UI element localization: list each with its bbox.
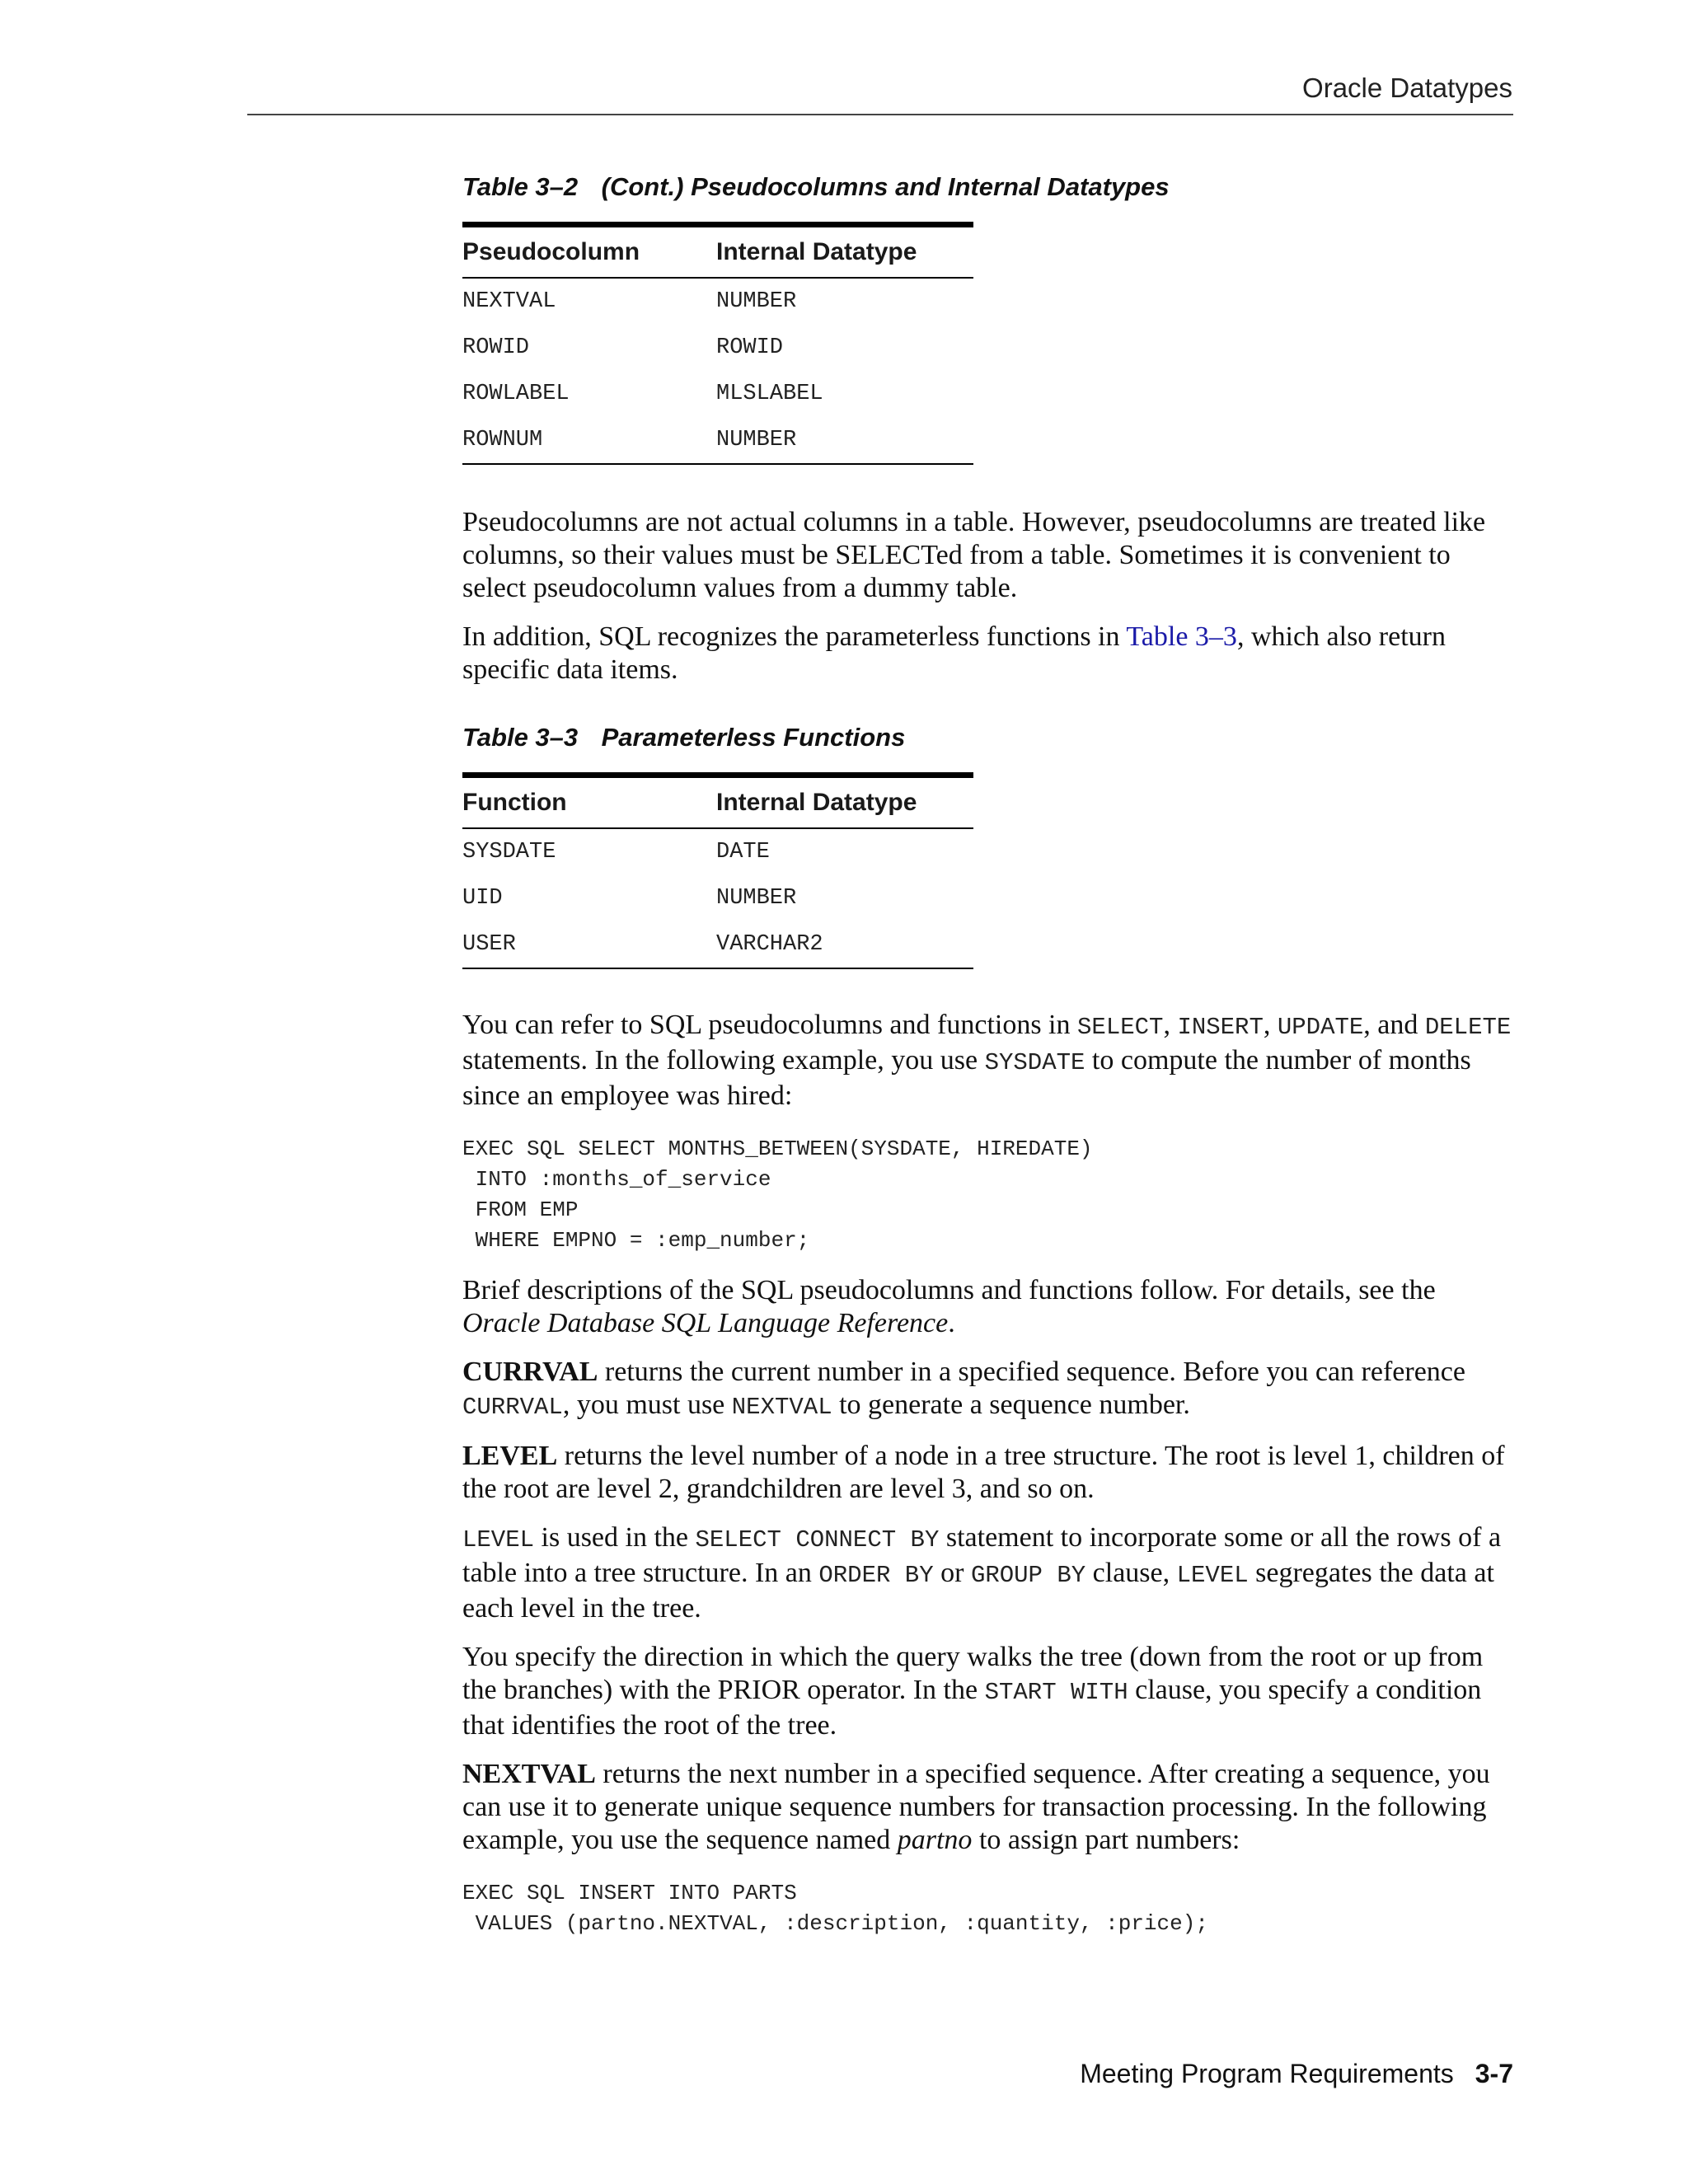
code-order-by: ORDER BY	[818, 1562, 934, 1589]
paragraph-pseudocolumns-intro: Pseudocolumns are not actual columns in a table. However, pseudocolumns are treated like columns, so their values must be SELECTed from a table. Sometimes it is convenient to select pseudocolumn values from a dummy table.	[462, 507, 1486, 603]
table-cell: SYSDATE	[462, 840, 556, 865]
table-cell: ROWNUM	[462, 417, 716, 464]
table-3-3-caption-number: Table 3–3	[462, 723, 579, 752]
table-3-3-caption-title: Parameterless Functions	[601, 723, 906, 752]
code-level: LEVEL	[462, 1526, 535, 1554]
table-cell: ROWID	[462, 335, 530, 360]
running-header: Oracle Datatypes	[1302, 73, 1512, 103]
text: , which also return specific data items.	[462, 621, 1446, 685]
paragraph-currval	[462, 1356, 1517, 1424]
code-select-connect-by: SELECT CONNECT BY	[695, 1526, 940, 1554]
table-row	[462, 921, 973, 968]
code-select: SELECT	[1077, 1014, 1164, 1041]
table-cell: NEXTVAL	[462, 289, 556, 314]
column-header-internal-datatype: Internal Datatype	[716, 225, 973, 279]
column-header-internal-datatype: Internal Datatype	[716, 776, 973, 829]
table-cell: ROWLABEL	[462, 382, 570, 406]
column-header-function: Function	[462, 776, 716, 829]
table-row	[462, 278, 973, 325]
text: returns the level number of a node in a tree structure. The root is level 1, children of the root are level 2, grandchildren are level 3, and so on.	[462, 1441, 1505, 1504]
text: clause,	[1085, 1558, 1177, 1588]
text: or	[933, 1558, 971, 1588]
table-row	[462, 371, 973, 417]
text: statements. In the following example, you use	[462, 1045, 985, 1076]
text: , and	[1363, 1010, 1425, 1040]
text: is used in the	[534, 1522, 696, 1553]
column-header-pseudocolumn: Pseudocolumn	[462, 225, 716, 279]
parameterless-functions-table	[462, 772, 973, 969]
paragraph-level	[462, 1440, 1517, 1506]
table-row	[462, 875, 973, 921]
code-update: UPDATE	[1277, 1014, 1364, 1041]
text: In addition, SQL recognizes the parameterless functions in	[462, 621, 1127, 652]
table-header-row	[462, 776, 973, 829]
code-group-by: GROUP BY	[970, 1562, 1086, 1589]
text: to generate a sequence number.	[832, 1390, 1190, 1420]
table-3-2-caption-title: (Cont.) Pseudocolumns and Internal Datatypes	[601, 172, 1170, 201]
paragraph-refer-pseudocolumns	[462, 1009, 1517, 1113]
sequence-name: partno	[897, 1825, 973, 1855]
table-cell: ROWID	[716, 335, 784, 360]
code-delete: DELETE	[1424, 1014, 1512, 1041]
text: statement to incorporate some or all the rows of a table into a tree structure. In an	[462, 1522, 1502, 1588]
table-3-2-caption	[462, 171, 1517, 204]
code-sysdate: SYSDATE	[984, 1049, 1085, 1076]
paragraph-nextval	[462, 1758, 1517, 1857]
table-row	[462, 828, 973, 875]
text: to assign part numbers:	[972, 1825, 1240, 1855]
code-start-with: START WITH	[984, 1679, 1128, 1706]
text: You specify the direction in which the query walks the tree (down from the root or up from the branches) with the PRIOR operator. In the	[462, 1642, 1484, 1705]
header-rule	[247, 114, 1513, 115]
paragraph-parameterless-intro	[462, 621, 1517, 687]
code-example-months-between: EXEC SQL SELECT MONTHS_BETWEEN(SYSDATE, HIREDATE) INTO :months_of_service FROM EMP WHERE EMPNO = :emp_number;	[462, 1137, 1093, 1253]
code-level: LEVEL	[1176, 1562, 1249, 1589]
page-footer	[1080, 2059, 1513, 2089]
page-number: 3-7	[1475, 2059, 1513, 2088]
code-insert: INSERT	[1177, 1014, 1264, 1041]
table-cell: DATE	[716, 840, 770, 865]
term-nextval: NEXTVAL	[462, 1759, 596, 1789]
table-header-row	[462, 225, 973, 279]
table-cell: NUMBER	[716, 417, 973, 464]
term-level: LEVEL	[462, 1441, 558, 1471]
text: You can refer to SQL pseudocolumns and functions in	[462, 1010, 1078, 1040]
code-currval: CURRVAL	[462, 1394, 563, 1421]
pseudocolumns-table	[462, 222, 973, 465]
term-currval: CURRVAL	[462, 1357, 598, 1387]
text: , you must use	[562, 1390, 732, 1420]
text: returns the next number in a specified sequence. After creating a sequence, you can use it to generate unique sequence numbers for transaction processing. In the following example, you use the sequence named	[462, 1759, 1490, 1855]
page-content	[462, 165, 1517, 1957]
footer-section-title: Meeting Program Requirements	[1080, 2059, 1454, 2088]
table-cell: UID	[462, 886, 503, 911]
code-nextval: NEXTVAL	[731, 1394, 832, 1421]
text: ,	[1263, 1010, 1278, 1040]
text: to compute the number of months since an employee was hired:	[462, 1045, 1471, 1111]
text: Brief descriptions of the SQL pseudocolumns and functions follow. For details, see the	[462, 1275, 1436, 1305]
table-cell: USER	[462, 921, 716, 968]
paragraph-level-usage	[462, 1521, 1517, 1625]
table-3-2-caption-number: Table 3–2	[462, 172, 579, 201]
table-3-3-link[interactable]: Table 3–3	[1126, 621, 1237, 652]
paragraph-brief-descriptions	[462, 1274, 1517, 1340]
table-cell: VARCHAR2	[716, 921, 973, 968]
reference-title: Oracle Database SQL Language Reference	[462, 1308, 949, 1338]
table-row	[462, 325, 973, 371]
text: clause, you specify a condition that identifies the root of the tree.	[462, 1675, 1482, 1741]
table-cell: MLSLABEL	[716, 382, 823, 406]
code-example-insert-parts: EXEC SQL INSERT INTO PARTS VALUES (partno.NEXTVAL, :description, :quantity, :price);	[462, 1881, 1208, 1936]
text: .	[948, 1308, 955, 1338]
table-row	[462, 417, 973, 464]
text: segregates the data at each level in the tree.	[462, 1558, 1494, 1624]
text: ,	[1163, 1010, 1178, 1040]
table-cell: NUMBER	[716, 886, 797, 911]
text: returns the current number in a specified sequence. Before you can reference	[598, 1357, 1465, 1387]
table-cell: NUMBER	[716, 289, 797, 314]
paragraph-tree-direction	[462, 1641, 1517, 1742]
table-3-3-caption	[462, 721, 1517, 754]
